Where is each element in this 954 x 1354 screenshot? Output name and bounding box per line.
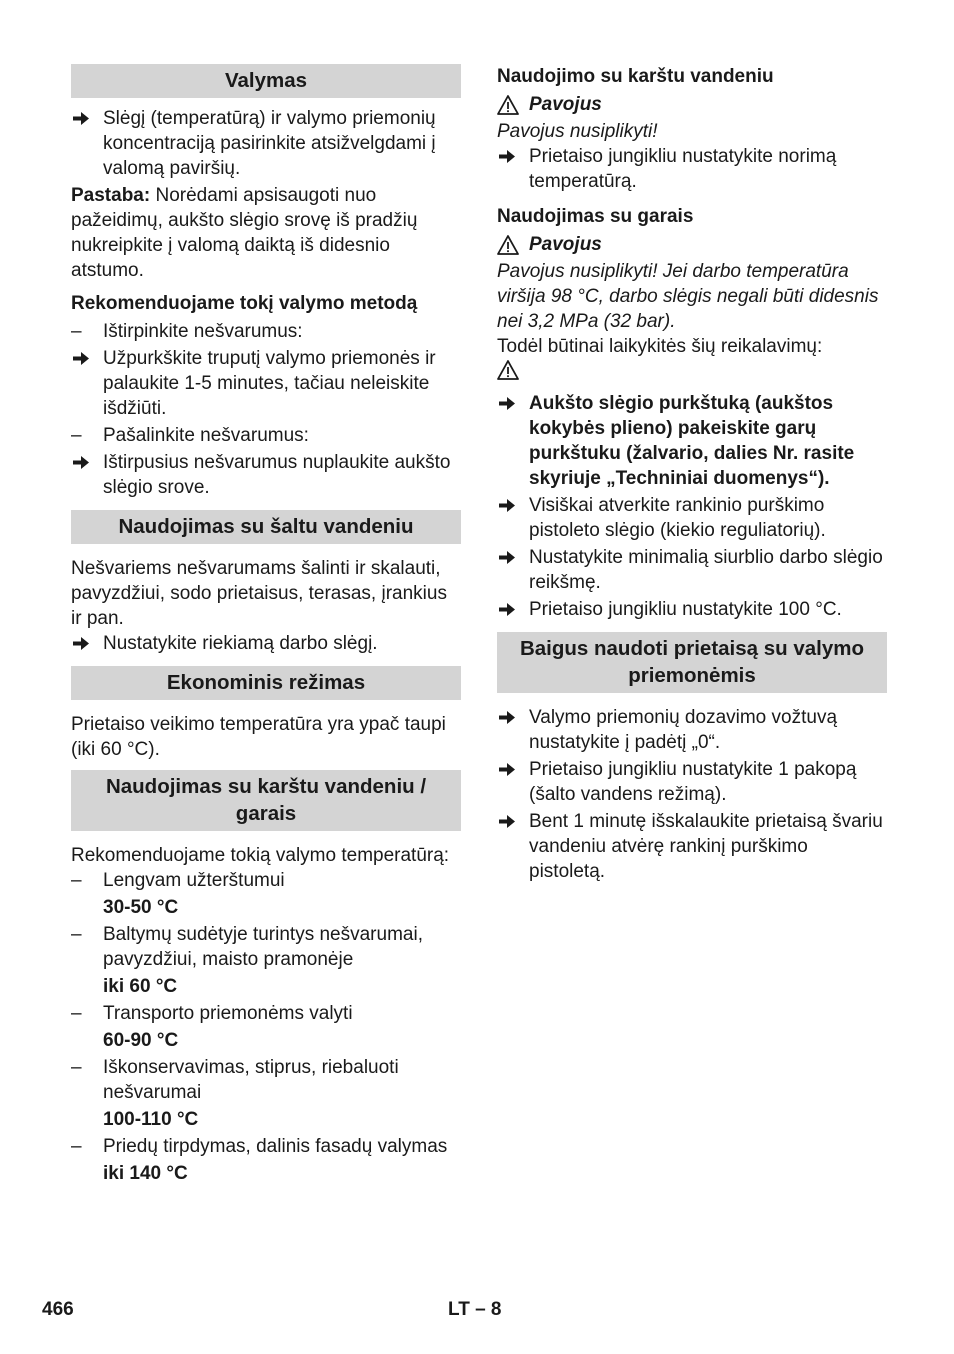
arrow-right-icon bbox=[497, 597, 529, 622]
arrow-right-icon bbox=[71, 450, 103, 475]
arrow-right-icon bbox=[497, 144, 529, 169]
dash-bullet: – bbox=[71, 321, 82, 342]
list-item-text: Prietaiso jungikliu nustatykite 100 °C. bbox=[529, 599, 842, 620]
arrow-right-icon bbox=[497, 809, 529, 834]
arrow-right-icon bbox=[497, 545, 529, 570]
hot-text: Rekomenduojame tokią valymo temperatūrą: bbox=[71, 845, 450, 866]
list-item-text: Bent 1 minutę išskalaukite prietaisą švariu vandeniu atvėrę rankinį purškimo pistoletą. bbox=[529, 811, 883, 882]
left-column bbox=[71, 64, 461, 1188]
warning-row bbox=[497, 359, 887, 381]
arrow-right-icon bbox=[71, 346, 103, 371]
arrow-right-icon bbox=[71, 106, 103, 131]
arrow-right-icon bbox=[71, 631, 103, 656]
arrow-right-icon bbox=[497, 391, 529, 416]
list-item-text: Užpurkškite truputį valymo priemonės ir palaukite 1-5 minutes, tačiau neleiskite išdžiūti. bbox=[103, 348, 436, 419]
danger-text: Pavojus nusiplikyti! Jei darbo temperatūra viršija 98 °C, darbo slėgis negali būti didesnis nei 3,2 MPa (32 bar). bbox=[497, 261, 879, 332]
list-item bbox=[497, 809, 887, 884]
method-heading: Rekomenduojame tokį valymo metodą bbox=[71, 293, 418, 314]
dash-bullet: – bbox=[71, 870, 82, 891]
right-column bbox=[497, 64, 887, 886]
list-item-text: Valymo priemonių dozavimo vožtuvą nustatykite į padėtį „0“. bbox=[529, 707, 838, 753]
steam-text: Todėl būtinai laikykitės šių reikalavimų: bbox=[497, 336, 823, 357]
note-text: Norėdami apsisaugoti nuo pažeidimų, aukšto slėgio srovę iš pradžių nukreipkite į valomą daiktą iš didesnio atstumo. bbox=[71, 185, 418, 281]
cold-text: Nešvariems nešvarumams šalinti ir skalauti, pavyzdžiui, sodo prietaisus, terasas, įrankius ir pan. bbox=[71, 558, 447, 629]
list-item bbox=[71, 346, 461, 421]
list-item bbox=[71, 868, 461, 893]
list-item bbox=[71, 1001, 461, 1026]
dash-bullet: – bbox=[71, 1057, 82, 1078]
list-item bbox=[497, 705, 887, 755]
list-item-text: Ištirpinkite nešvarumus: bbox=[103, 321, 303, 342]
danger-row bbox=[497, 232, 887, 257]
arrow-right-icon bbox=[497, 705, 529, 730]
list-item bbox=[497, 391, 887, 491]
list-item-text: Transporto priemonėms valyti bbox=[103, 1003, 353, 1024]
list-item bbox=[71, 319, 461, 344]
dash-bullet: – bbox=[71, 1003, 82, 1024]
list-item-text: Pašalinkite nešvarumus: bbox=[103, 425, 309, 446]
list-item-text: Slėgį (temperatūrą) ir valymo priemonių koncentraciją pasirinkite atsižvelgdami į valomą paviršių. bbox=[103, 108, 436, 179]
list-item bbox=[497, 144, 887, 194]
list-item bbox=[71, 1055, 461, 1105]
temperature-value: 100-110 °C bbox=[103, 1109, 199, 1130]
warning-triangle-icon bbox=[497, 234, 519, 256]
dash-bullet: – bbox=[71, 1136, 82, 1157]
list-item-text: Iškonservavimas, stiprus, riebaluoti nešvarumai bbox=[103, 1057, 399, 1103]
list-item-text: Prietaiso jungikliu nustatykite norimą temperatūrą. bbox=[529, 146, 837, 192]
language-page-label: LT – 8 bbox=[448, 1299, 502, 1320]
list-item-text: Baltymų sudėtyje turintys nešvarumai, pavyzdžiui, maisto pramonėje bbox=[103, 924, 423, 970]
list-item-text: Ištirpusius nešvarumus nuplaukite aukšto slėgio srove. bbox=[103, 452, 451, 498]
list-item bbox=[71, 922, 461, 972]
list-item-text: Aukšto slėgio purkštuką (aukštos kokybės plieno) pakeiskite garų purkštuku (žalvario, dalies Nr. rasite skyriuje „Techniniai duomenys“). bbox=[529, 393, 855, 489]
list-item-text: Nustatykite minimalią siurblio darbo slėgio reikšmę. bbox=[529, 547, 883, 593]
temperature-value: iki 140 °C bbox=[103, 1163, 188, 1184]
list-item-text: Priedų tirpdymas, dalinis fasadų valymas bbox=[103, 1136, 448, 1157]
hotwater-heading: Naudojimo su karštu vandeniu bbox=[497, 66, 774, 87]
list-item bbox=[71, 450, 461, 500]
page-number: 466 bbox=[42, 1299, 74, 1320]
list-item bbox=[71, 423, 461, 448]
danger-row bbox=[497, 92, 887, 117]
list-item bbox=[71, 106, 461, 181]
note-label: Pastaba: bbox=[71, 185, 151, 206]
section-title-valymas: Valymas bbox=[71, 64, 461, 98]
list-item bbox=[71, 1134, 461, 1159]
list-item-text: Visiškai atverkite rankinio purškimo pistoleto slėgio (kiekio reguliatorių). bbox=[529, 495, 826, 541]
temperature-value: 30-50 °C bbox=[103, 897, 179, 918]
warning-triangle-icon bbox=[497, 359, 519, 381]
list-item bbox=[497, 597, 887, 622]
warning-triangle-icon bbox=[497, 94, 519, 116]
danger-label: Pavojus bbox=[529, 94, 602, 115]
section-title-eco: Ekonominis režimas bbox=[71, 666, 461, 700]
danger-text: Pavojus nusiplikyti! bbox=[497, 121, 658, 142]
note-paragraph bbox=[71, 183, 461, 283]
list-item bbox=[497, 545, 887, 595]
list-item bbox=[497, 493, 887, 543]
list-item-text: Lengvam užterštumui bbox=[103, 870, 285, 891]
list-item bbox=[497, 757, 887, 807]
section-title-cold: Naudojimas su šaltu vandeniu bbox=[71, 510, 461, 544]
danger-label: Pavojus bbox=[529, 234, 602, 255]
arrow-right-icon bbox=[497, 757, 529, 782]
temperature-value: iki 60 °C bbox=[103, 976, 178, 997]
dash-bullet: – bbox=[71, 425, 82, 446]
arrow-right-icon bbox=[497, 493, 529, 518]
list-item-text: Nustatykite riekiamą darbo slėgį. bbox=[103, 633, 378, 654]
eco-text: Prietaiso veikimo temperatūra yra ypač taupi (iki 60 °C). bbox=[71, 714, 446, 760]
section-title-finish: Baigus naudoti prietaisą su valymo priemonėmis bbox=[497, 632, 887, 693]
section-title-hot: Naudojimas su karštu vandeniu / garais bbox=[71, 770, 461, 831]
list-item-text: Prietaiso jungikliu nustatykite 1 pakopą (šalto vandens režimą). bbox=[529, 759, 857, 805]
list-item bbox=[71, 631, 461, 656]
steam-heading: Naudojimas su garais bbox=[497, 206, 694, 227]
temperature-value: 60-90 °C bbox=[103, 1030, 179, 1051]
dash-bullet: – bbox=[71, 924, 82, 945]
